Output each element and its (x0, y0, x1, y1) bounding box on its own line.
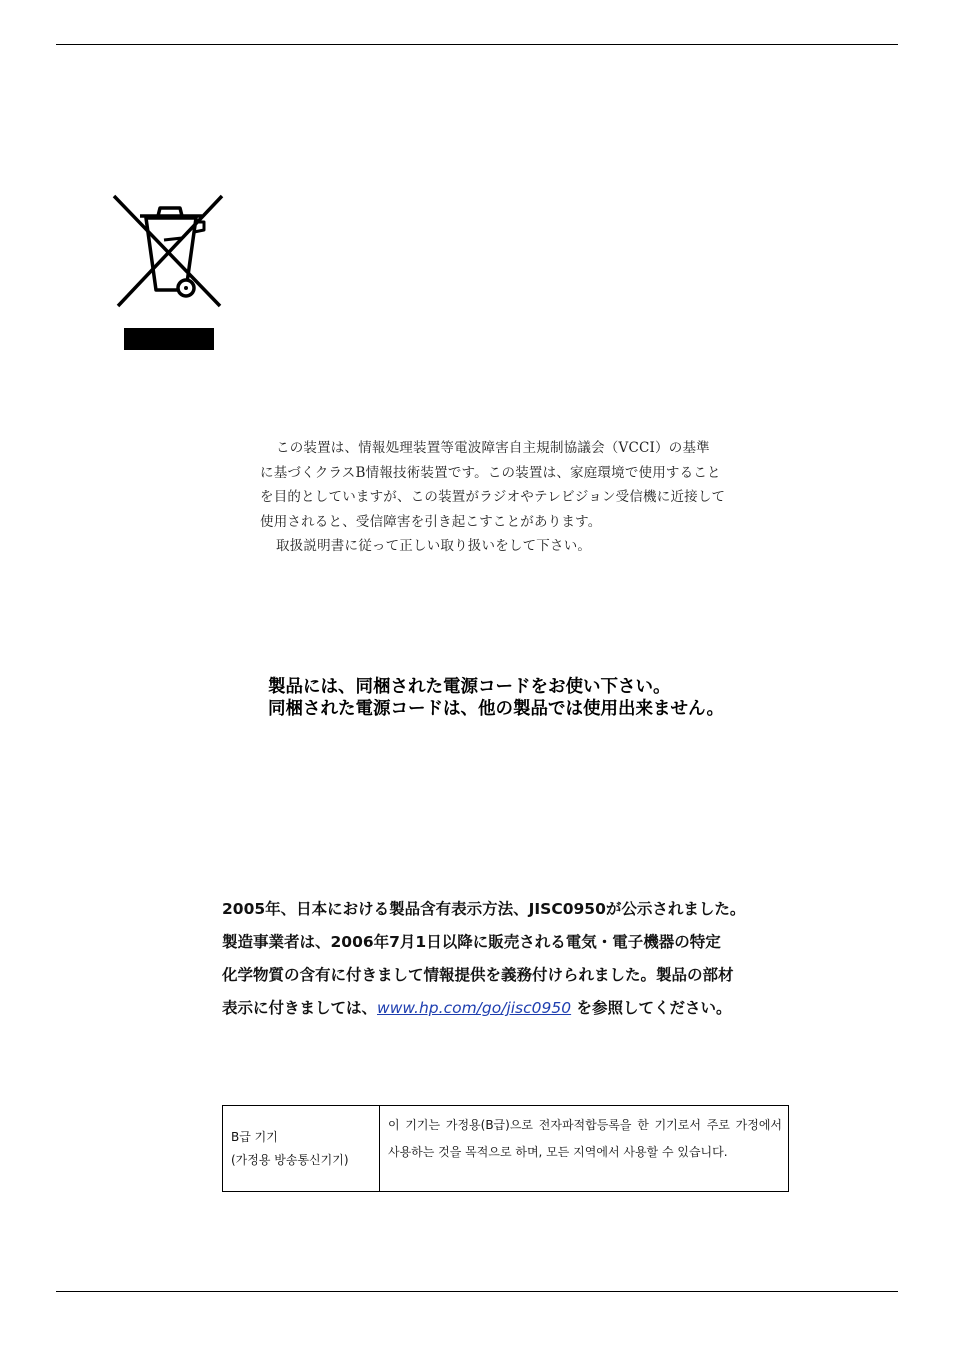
jis-line: 2005年、日本における製品含有表示方法、JISC0950が公示されました。 (222, 900, 746, 918)
korea-class-label: B급 기기 (231, 1130, 278, 1144)
weee-bar (124, 328, 214, 350)
weee-crossed-bin-icon (112, 192, 224, 310)
jis-link[interactable]: www.hp.com/go/jisc0950 (377, 999, 572, 1017)
korea-notice-text: 이 기기는 가정용(B급)으로 전자파적합등록을 한 기기로서 주로 가정에서 사용하는 것을 목적으로 하며, 모든 지역에서 사용할 수 있습니다. (388, 1118, 782, 1159)
power-cord-line: 製品には、同梱された電源コードをお使い下さい。 (268, 677, 671, 697)
vcci-notice (260, 436, 760, 559)
power-cord-line: 同梱された電源コードは、他の製品では使用出来ません。 (268, 699, 725, 719)
jis-line (222, 992, 792, 1025)
power-cord-notice (268, 676, 788, 720)
korea-class-cell (223, 1106, 380, 1191)
jis-notice (222, 893, 792, 1025)
jis-line-text: を参照してください。 (576, 999, 732, 1017)
jis-line: 製造事業者は、2006年7月1日以降に販売される電気・電子機器の特定 (222, 933, 721, 951)
vcci-line: を目的としていますが、この装置がラジオやテレビジョン受信機に近接して (260, 489, 726, 505)
korea-class-sub: (가정용 방송통신기기) (231, 1153, 349, 1167)
korea-class-b-table (222, 1105, 789, 1192)
jis-line: 化学物質の含有に付きまして情報提供を義務付けられました。製品の部材 (222, 966, 734, 984)
vcci-line: この装置は、情報処理装置等電波障害自主規制協議会（VCCI）の基準 (276, 440, 710, 456)
vcci-line: 取扱説明書に従って正しい取り扱いをして下さい。 (276, 538, 592, 554)
footer-rule (56, 1291, 898, 1292)
header-rule (56, 44, 898, 45)
vcci-line: に基づくクラスB情報技術装置です。この装置は、家庭環境で使用すること (260, 464, 721, 481)
jis-line-text: 表示に付きましては、 (222, 999, 378, 1017)
vcci-line: 使用されると、受信障害を引き起こすことがあります。 (260, 513, 602, 530)
